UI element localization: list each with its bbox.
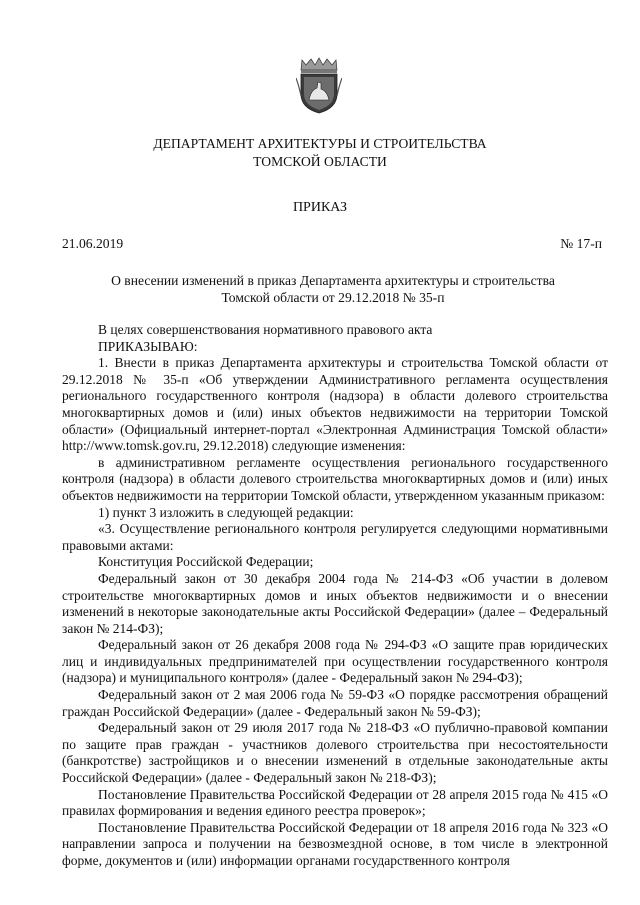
body-paragraph: «3. Осуществление регионального контроля регулируется следующими нормативными правовыми актами: (62, 521, 608, 553)
document-type-title: ПРИКАЗ (292, 200, 348, 215)
subject-line1: О внесении изменений в приказ Департамента архитектуры и строительства (111, 273, 555, 288)
department-name-line1: ДЕПАРТАМЕНТ АРХИТЕКТУРЫ И СТРОИТЕЛЬСТВА (153, 136, 487, 151)
body-paragraph: Конституция Российской Федерации; (98, 554, 314, 570)
body-paragraph: 1. Внести в приказ Департамента архитектуры и строительства Томской области от 29.12.2018 № 35-п «Об утверждении Административного регламента осуществления регионального государственного контроля (надзора) в области долевого строительства многоквартирных домов и (или) иных объектов недвижимости на территории Томской области» (Официальный интернет-портал «Электронная Администрация Томской области» http://www.tomsk.gov.ru, 29.12.2018) следующие изменения: (62, 355, 608, 454)
body-paragraph: Федеральный закон от 30 декабря 2004 года № 214-ФЗ «Об участии в долевом строительстве многоквартирных домов и иных объектов недвижимости и о внесении изменений в некоторые законодательные акты Российской Федерации» (далее – Федеральный закон № 214-ФЗ); (62, 570, 608, 636)
body-paragraph: Федеральный закон от 2 мая 2006 года № 59-ФЗ «О порядке рассмотрения обращений граждан Российской Федерации» (далее - Федеральный закон № 59-ФЗ); (62, 687, 608, 719)
body-paragraph: ПРИКАЗЫВАЮ: (98, 338, 198, 354)
document-subject (60, 272, 606, 306)
body-paragraph: в административном регламенте осуществления регионального государственного контроля (надзора) в области долевого строительства многоквартирных домов и (или) иных объектов недвижимости на территории Томской области, утвержденном указанным приказом: (62, 454, 608, 503)
department-name-line2: ТОМСКОЙ ОБЛАСТИ (253, 154, 387, 169)
document-number: № 17-п (560, 236, 602, 251)
body-paragraph: В целях совершенствования нормативного правового акта (98, 322, 433, 337)
body-paragraph: Федеральный закон от 29 июля 2017 года № 218-ФЗ «О публично-правовой компании по защите прав граждан - участников долевого строительства при несостоятельности (банкротстве) застройщиков и о внесении изменений в отдельные законодательные акты Российской Федерации» (далее - Федеральный закон № 218-ФЗ); (62, 720, 608, 786)
document-date: 21.06.2019 (62, 236, 124, 251)
tomsk-oblast-coat-of-arms-icon (296, 56, 342, 114)
body-paragraph: 1) пункт 3 изложить в следующей редакции: (98, 504, 354, 520)
document-body (62, 322, 608, 870)
body-paragraph: Постановление Правительства Российской Федерации от 28 апреля 2015 года № 415 «О правилах формирования и ведения единого реестра проверок»; (62, 786, 608, 819)
subject-line2: Томской области от 29.12.2018 № 35-п (221, 290, 445, 305)
body-paragraph: Федеральный закон от 26 декабря 2008 года № 294-ФЗ «О защите прав юридических лиц и индивидуальных предпринимателей при осуществлении государственного контроля (надзора) и муниципального контроля» (далее - Федеральный закон № 294-ФЗ); (62, 637, 608, 686)
body-paragraph: Постановление Правительства Российской Федерации от 18 апреля 2016 года № 323 «О направлении запроса и получении на безвозмездной основе, в том числе в электронной форме, документов и (или) информации органами государственного контроля (62, 819, 608, 868)
